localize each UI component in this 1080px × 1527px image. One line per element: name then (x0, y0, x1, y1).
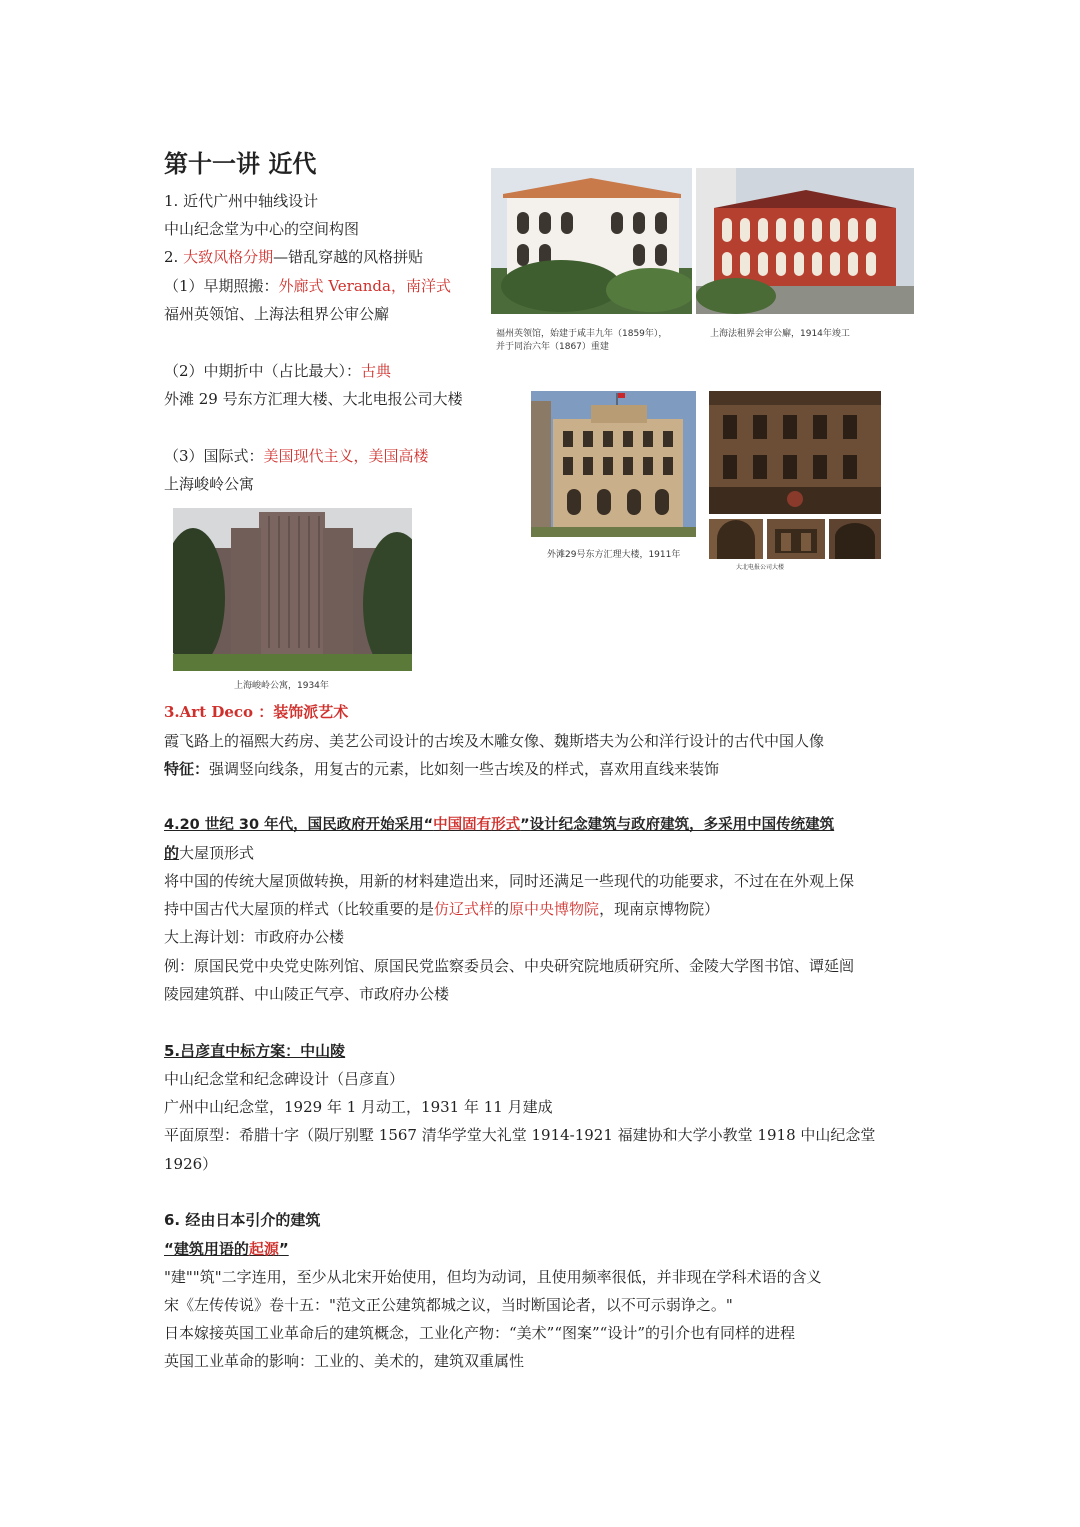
section3-examples: 霞飞路上的福熙大药房、美艺公司设计的古埃及木雕女像、魏斯塔夫为公和洋行设计的古代中国人像 (164, 732, 825, 750)
intl-style: 美国现代主义，美国高楼 (263, 447, 429, 465)
section4-p3: 大上海计划：市政府办公楼 (164, 928, 345, 946)
section4-heading-d: 大屋顶形式 (179, 844, 255, 862)
section4-p2-red2: 原中央博物院 (509, 900, 600, 918)
page-title: 第十一讲 近代 (164, 150, 317, 178)
section4-heading-c: 的 (164, 844, 180, 862)
waitan-caption: 外滩29号东方汇理大楼，1911年 (547, 550, 681, 560)
section4-p2-red1: 仿辽式样 (434, 900, 495, 918)
fuzhou-consulate-photo (491, 168, 692, 314)
section3-features (164, 759, 719, 779)
early-prefix: （1）早期照搬： (164, 277, 279, 295)
section4-heading-cont (164, 843, 254, 863)
section5-p2: 广州中山纪念堂，1929 年 1 月动工，1931 年 11 月建成 (164, 1098, 553, 1116)
section4-p2 (164, 899, 719, 919)
detail-photo-1 (709, 519, 763, 559)
mid-period (164, 361, 391, 381)
section4-heading-red: 中国固有形式 (433, 817, 521, 833)
section4-p2-c: ，现南京博物院） (599, 900, 720, 918)
section4-p2-b: 的 (494, 900, 510, 918)
early-style: 外廊式 Veranda，南洋式 (278, 277, 451, 295)
junling-apartment-photo (173, 508, 412, 671)
section6-heading: 6. 经由日本引介的建筑 (164, 1211, 321, 1229)
section1-heading: 1. 近代广州中轴线设计 (164, 192, 319, 210)
fuzhou-caption: 福州英领馆，始建于咸丰九年（1859年）， 并于同治六年（1867）重建 (496, 329, 668, 352)
section6-sub-red: 起源 (248, 1240, 279, 1258)
detail-caption: 大北电报公司大楼 (736, 564, 785, 571)
section6-sub-a: “建筑用语的 (164, 1240, 249, 1258)
detail-photo-3 (829, 519, 881, 559)
waitan29-photo (531, 391, 696, 537)
section1-sub: 中山纪念堂为中心的空间构图 (164, 220, 360, 238)
junling-caption: 上海峻岭公寓，1934年 (234, 681, 329, 691)
section4-p4: 例：原国民党中央党史陈列馆、原国民党监察委员会、中央研究院地质研究所、金陵大学图书馆、谭延闿 (164, 957, 855, 975)
early-period (164, 276, 451, 296)
section4-heading (164, 815, 834, 835)
detail-photo-2 (767, 519, 825, 559)
telegraph-building-photo (709, 391, 881, 514)
early-examples: 福州英领馆、上海法租界公审公廨 (164, 305, 390, 323)
section4-heading-b: ”设计纪念建筑与政府建筑，多采用中国传统建筑 (520, 817, 835, 833)
section6-p3: 日本嫁接英国工业革命后的建筑概念，工业化产物：“美术”“图案”“设计”的引介也有同样的进程 (164, 1324, 796, 1342)
mid-prefix: （2）中期折中（占比最大）： (164, 362, 362, 380)
section3-heading: 3.Art Deco ：装饰派艺术 (164, 703, 349, 721)
section2-num: 2. (164, 248, 184, 266)
section5-heading: 5.吕彦直中标方案：中山陵 (164, 1042, 346, 1060)
section4-p1: 将中国的传统大屋顶做转换，用新的材料建造出来，同时还满足一些现代的功能要求，不过在在外观上保 (164, 872, 855, 890)
intl-examples: 上海峻岭公寓 (164, 475, 255, 493)
mid-examples: 外滩 29 号东方汇理大楼、大北电报公司大楼 (164, 390, 463, 408)
section5-p3: 平面原型：希腊十字（陨厅别墅 1567 清华学堂大礼堂 1914-1921 福建协和大学小教堂 1918 中山纪念堂 (164, 1126, 876, 1144)
section6-p4: 英国工业革命的影响：工业的、美术的，建筑双重属性 (164, 1352, 525, 1370)
intl-prefix: （3）国际式： (164, 447, 264, 465)
section5-p1: 中山纪念堂和纪念碑设计（吕彦直） (164, 1070, 405, 1088)
features-label: 特征： (164, 760, 210, 778)
section4-heading-a: 4.20 世纪 30 年代，国民政府开始采用“ (164, 817, 434, 833)
mixed-court-photo (696, 168, 914, 314)
section5-p4: 1926） (164, 1155, 218, 1173)
section6-p1: "建""筑"二字连用，至少从北宋开始使用，但均为动词，且使用频率很低，并非现在学科术语的含义 (164, 1268, 822, 1286)
section6-subheading (164, 1239, 289, 1259)
section2-heading-red: 大致风格分期 (183, 248, 274, 266)
section6-p2: 宋《左传传说》卷十五："范文正公建筑都城之议，当时断国论者，以不可示弱诤之。" (164, 1296, 733, 1314)
section4-p5: 陵园建筑群、中山陵正气亭、市政府办公楼 (164, 985, 450, 1003)
intl-period (164, 446, 429, 466)
section2-heading-rest: —错乱穿越的风格拼贴 (273, 248, 424, 266)
section4-p2-a: 持中国古代大屋顶的样式（比较重要的是 (164, 900, 435, 918)
section2-heading (164, 247, 423, 267)
features-text: 强调竖向线条，用复古的元素，比如刻一些古埃及的样式，喜欢用直线来装饰 (209, 760, 720, 778)
fazu-caption: 上海法租界会审公廨，1914年竣工 (710, 329, 850, 339)
mid-style: 古典 (361, 362, 392, 380)
section6-sub-b: ” (278, 1240, 289, 1258)
